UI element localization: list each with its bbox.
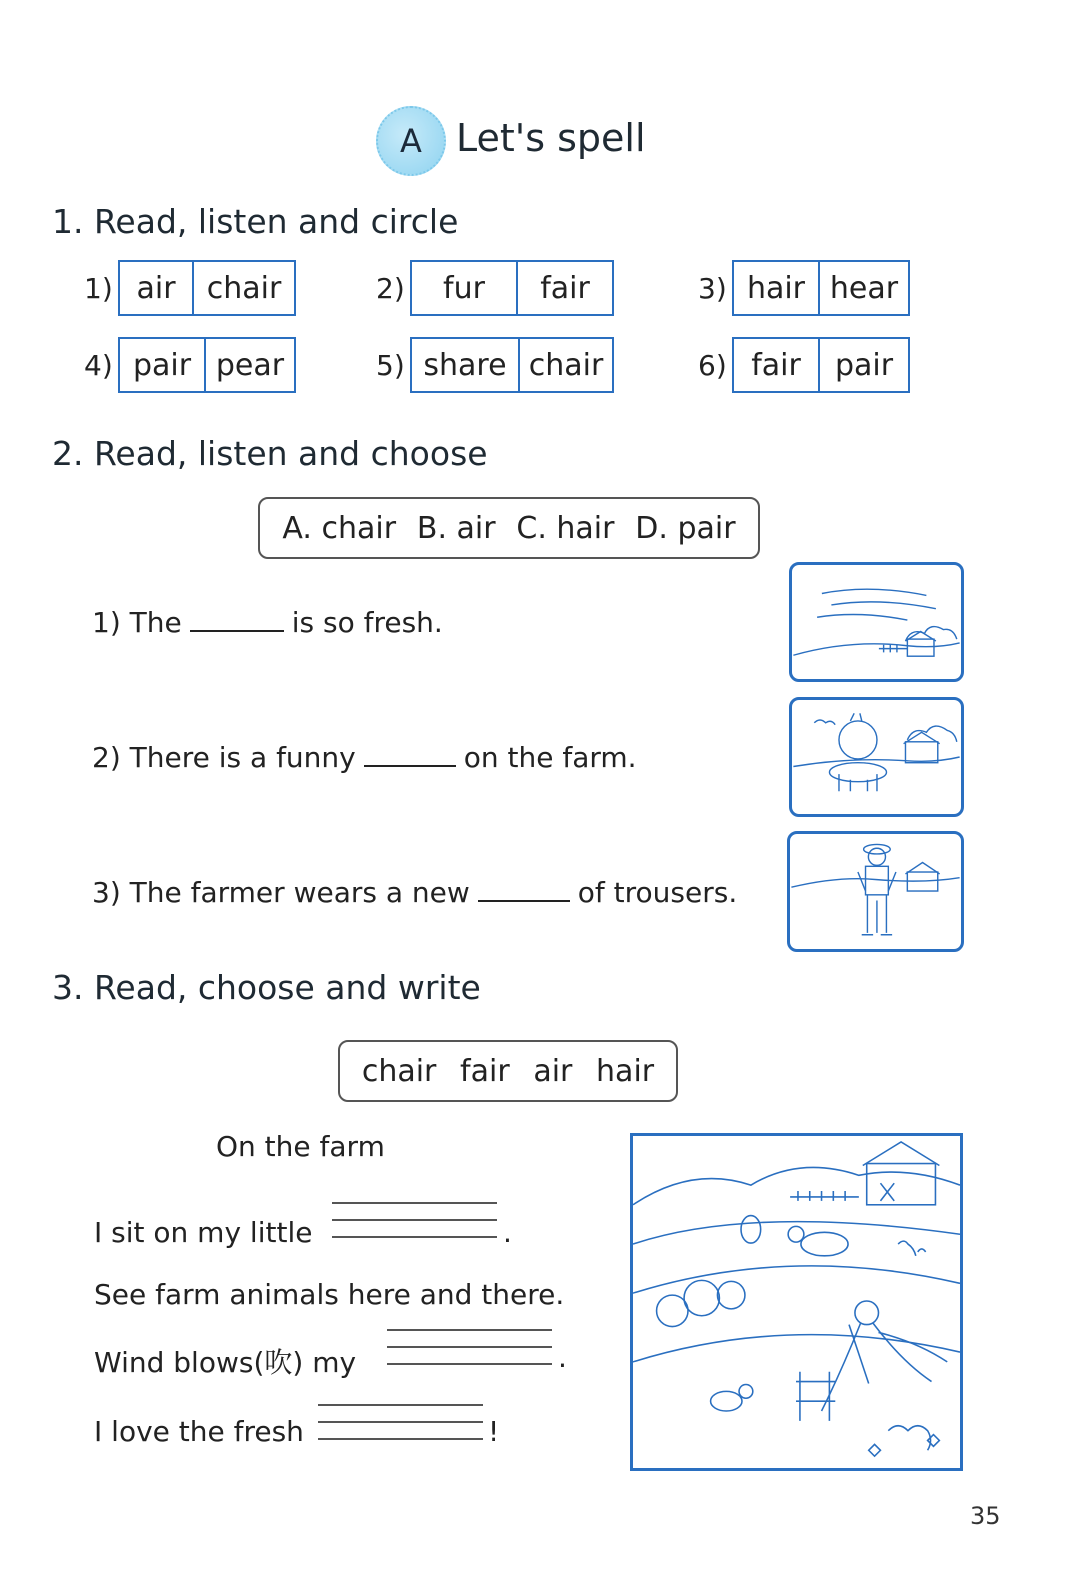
sentence-text: is so fresh. <box>291 606 443 639</box>
answer-blank[interactable] <box>478 874 570 902</box>
word-option[interactable]: hair <box>746 270 806 306</box>
poem-line-2: See farm animals here and there. <box>94 1278 565 1311</box>
poem-text: I love the fresh <box>94 1415 304 1448</box>
sentence-text: on the farm. <box>463 741 637 774</box>
poem-line-4 <box>94 1415 304 1448</box>
word-bank-item: chair <box>361 1053 437 1089</box>
answer-blank[interactable] <box>190 604 284 632</box>
word-bank-item: hair <box>596 1053 655 1089</box>
item-number: 2) <box>376 272 405 305</box>
badge-letter: A <box>400 122 422 160</box>
option-d: D. pair <box>635 510 736 546</box>
word-option[interactable]: fair <box>516 262 612 314</box>
word-pair-4 <box>118 337 296 393</box>
sentence-text: 1) The <box>92 606 182 639</box>
farmer-illustration <box>790 834 961 949</box>
chair-illustration <box>792 700 961 814</box>
sentence-2 <box>92 739 637 774</box>
wind-over-farm-picture <box>789 562 964 682</box>
word-bank-item: air <box>533 1053 573 1089</box>
word-bank <box>338 1040 678 1102</box>
item-number: 3) <box>698 272 727 305</box>
section2-title: 2. Read, listen and choose <box>52 434 488 473</box>
section1-title: 1. Read, listen and circle <box>52 202 459 241</box>
poem-line-3 <box>94 1341 356 1381</box>
page-number: 35 <box>970 1502 1001 1530</box>
sentence-text: 2) There is a funny <box>92 741 356 774</box>
word-bank-item: fair <box>460 1053 510 1089</box>
item-number: 1) <box>84 272 113 305</box>
farmer-picture <box>787 831 964 952</box>
word-pair-1 <box>118 260 296 316</box>
wind-illustration <box>792 565 961 679</box>
writing-lines[interactable] <box>387 1329 552 1380</box>
word-option[interactable]: pear <box>204 339 294 391</box>
item-number: 5) <box>376 349 405 382</box>
word-option[interactable]: pair <box>132 347 192 383</box>
word-pair-3 <box>732 260 910 316</box>
farm-scene-illustration <box>633 1136 960 1468</box>
poem-punct: . <box>503 1216 512 1249</box>
word-option[interactable]: fur <box>443 270 485 306</box>
word-option[interactable]: share <box>423 347 507 383</box>
answer-blank[interactable] <box>364 739 456 767</box>
word-pair-2 <box>410 260 614 316</box>
item-number: 6) <box>698 349 727 382</box>
word-option[interactable]: fair <box>751 347 801 383</box>
word-option[interactable]: chair <box>192 262 294 314</box>
option-a: A. chair <box>282 510 397 546</box>
farm-scene-picture <box>630 1133 963 1471</box>
word-option[interactable]: air <box>136 270 176 306</box>
poem-text: I sit on my little <box>94 1216 313 1249</box>
poem-title: On the farm <box>216 1130 385 1163</box>
option-b: B. air <box>416 510 496 546</box>
word-option[interactable]: pair <box>818 339 908 391</box>
sentence-3 <box>92 874 737 909</box>
section-badge <box>376 106 446 176</box>
poem-line-1 <box>94 1216 312 1249</box>
poem-punct: ! <box>488 1415 500 1448</box>
option-c: C. hair <box>516 510 615 546</box>
page-title: Let's spell <box>456 116 646 160</box>
poem-text: Wind blows(吹) my <box>94 1346 357 1379</box>
word-option[interactable]: chair <box>518 339 612 391</box>
writing-lines[interactable] <box>332 1202 497 1253</box>
sentence-text: of trousers. <box>577 876 738 909</box>
word-pair-6 <box>732 337 910 393</box>
word-pair-5 <box>410 337 614 393</box>
item-number: 4) <box>84 349 113 382</box>
writing-lines[interactable] <box>318 1404 483 1455</box>
sentence-1 <box>92 604 443 639</box>
poem-punct: . <box>558 1341 567 1374</box>
sentence-text: 3) The farmer wears a new <box>92 876 470 909</box>
funny-chair-picture <box>789 697 964 817</box>
word-option[interactable]: hear <box>818 262 908 314</box>
options-box <box>258 497 760 559</box>
section3-title: 3. Read, choose and write <box>52 968 481 1007</box>
